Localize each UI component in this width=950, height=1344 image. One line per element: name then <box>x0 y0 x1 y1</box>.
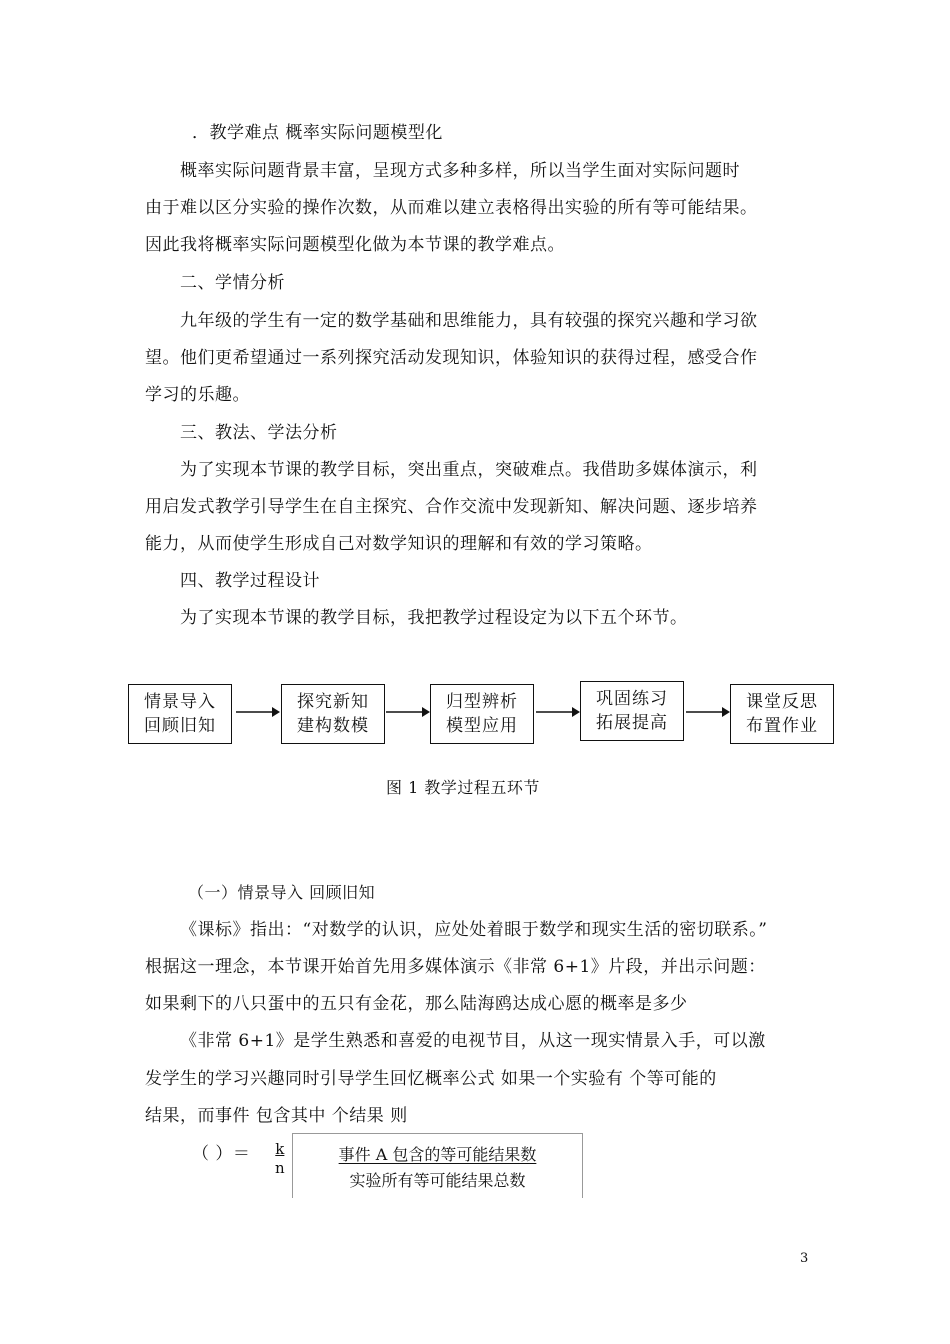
paragraph-line: 发学生的学习兴趣同时引导学生回忆概率公式 如果一个实验有 个等可能的 <box>145 1069 717 1089</box>
flow-box-line: 课堂反思 <box>746 692 818 712</box>
section-heading-3: 三、教法、学法分析 <box>180 423 338 443</box>
formula-lhs: （ ）＝ <box>192 1144 251 1164</box>
flow-box-line: 情景导入 <box>144 692 216 712</box>
flow-box-3 <box>430 684 534 744</box>
paragraph-line: 用启发式教学引导学生在自主探究、合作交流中发现新知、解决问题、逐步培养 <box>145 497 758 517</box>
flow-box-line: 建构数模 <box>297 716 369 736</box>
paragraph-line: 概率实际问题背景丰富，呈现方式多种多样，所以当学生面对实际问题时 <box>180 161 740 181</box>
arrow-icon <box>236 705 280 719</box>
arrow-icon <box>686 705 730 719</box>
flow-box-line: 探究新知 <box>297 692 369 712</box>
paragraph-line: 根据这一理念，本节课开始首先用多媒体演示《非常 6+1》片段，并出示问题： <box>145 957 766 977</box>
section-heading-4: 四、教学过程设计 <box>180 571 320 591</box>
formula-k-over-n <box>275 1140 285 1178</box>
formula-numerator: 事件 A 包含的等可能结果数 <box>338 1145 537 1164</box>
subsection-heading: （一）情景导入 回顾旧知 <box>188 883 376 902</box>
flow-box-5 <box>730 684 834 744</box>
paragraph-line: 为了实现本节课的教学目标，我把教学过程设定为以下五个环节。 <box>180 608 688 628</box>
figure-caption: 图 1 教学过程五环节 <box>386 778 540 797</box>
paragraph-line: 为了实现本节课的教学目标，突出重点，突破难点。我借助多媒体演示，利 <box>180 460 758 480</box>
section-heading-2: 二、学情分析 <box>180 273 285 293</box>
arrow-icon <box>386 705 430 719</box>
difficulty-heading: ．教学难点 概率实际问题模型化 <box>192 123 443 143</box>
paragraph-line: 《课标》指出：“对数学的认识，应处处着眼于数学和现实生活的密切联系。” <box>180 920 768 940</box>
flow-box-line: 模型应用 <box>446 716 518 736</box>
flow-box-line: 归型辨析 <box>446 692 518 712</box>
formula-k: k <box>275 1140 285 1158</box>
paragraph-line: 结果，而事件 包含其中 个结果 则 <box>145 1106 408 1126</box>
flow-box-1 <box>128 684 232 744</box>
paragraph-line: 由于难以区分实验的操作次数，从而难以建立表格得出实验的所有等可能结果。 <box>145 198 758 218</box>
flow-box-line: 回顾旧知 <box>144 716 216 736</box>
paragraph-line: 望。他们更希望通过一系列探究活动发现知识，体验知识的获得过程，感受合作 <box>145 348 758 368</box>
flow-box-line: 巩固练习 <box>596 689 668 709</box>
arrow-icon <box>536 705 580 719</box>
paragraph-line: 学习的乐趣。 <box>145 385 250 405</box>
flow-box-line: 布置作业 <box>746 716 818 736</box>
flow-box-line: 拓展提高 <box>596 713 668 733</box>
paragraph-line: 《非常 6+1》是学生熟悉和喜爱的电视节目，从这一现实情景入手，可以激 <box>180 1031 766 1051</box>
formula-fraction <box>292 1133 583 1198</box>
formula-n: n <box>275 1159 285 1177</box>
page-number: 3 <box>800 1251 809 1266</box>
paragraph-line: 如果剩下的八只蛋中的五只有金花，那么陆海鸥达成心愿的概率是多少 <box>145 994 688 1014</box>
flow-box-2 <box>281 684 385 744</box>
flow-box-4 <box>580 681 684 741</box>
paragraph-line: 能力，从而使学生形成自己对数学知识的理解和有效的学习策略。 <box>145 534 653 554</box>
paragraph-line: 九年级的学生有一定的数学基础和思维能力，具有较强的探究兴趣和学习欲 <box>180 311 758 331</box>
paragraph-line: 因此我将概率实际问题模型化做为本节课的教学难点。 <box>145 235 565 255</box>
formula-denominator: 实验所有等可能结果总数 <box>349 1171 526 1190</box>
